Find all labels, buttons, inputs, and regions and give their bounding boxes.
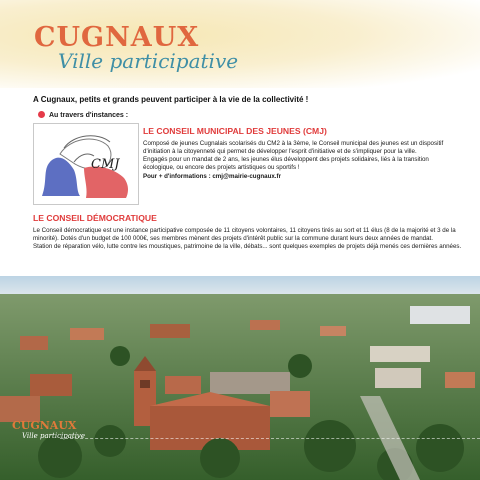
cmj-logo [33, 123, 139, 205]
footer-brand-subtitle: Ville participative [22, 432, 86, 440]
cd-paragraph-2: Station de réparation vélo, lutte contre les moustiques, patrimoine de la ville, débats... sont quelques exemples de projets déjà menés ces dernières années. [33, 243, 462, 251]
cmj-contact: Pour + d'informations : cmj@mairie-cugnaux.fr [143, 172, 281, 180]
cmj-section [143, 126, 445, 181]
cmj-paragraph-2: Engagés pour un mandat de 2 ans, les jeunes élus développent des projets solidaires, liés à la transition écologique, ou encore des projets artistiques ou sportifs ! [143, 156, 429, 172]
footer-divider [60, 438, 480, 439]
header-banner [0, 0, 480, 88]
cd-title: LE CONSEIL DÉMOCRATIQUE [33, 213, 157, 223]
brand-title: CUGNAUX [34, 22, 200, 53]
cmj-paragraph-1: Composé de jeunes Cugnalais scolarisés du CM2 à la 3ème, le Conseil municipal des jeunes est un dispositif d'initiation à la citoyenneté qui permet de développer l'esprit d'initiative et de s'impliquer pour la ville. [143, 139, 444, 155]
cmj-logo-graphic [34, 124, 138, 204]
aerial-town-photo [0, 276, 480, 480]
bullet-dot-icon [38, 111, 45, 118]
instances-bullet [38, 111, 128, 119]
cmj-title: LE CONSEIL MUNICIPAL DES JEUNES (CMJ) [143, 126, 327, 136]
footer-brand-title: CUGNAUX [12, 419, 77, 432]
brand-subtitle: Ville participative [58, 49, 239, 73]
intro-text: A Cugnaux, petits et grands peuvent participer à la vie de la collectivité ! [33, 95, 309, 104]
cd-paragraph-1: Le Conseil démocratique est une instance participative composée de 11 citoyens volontaires, 11 citoyens tirés au sort et 11 élus (8 de la majorité et 3 de la minorité). Dotés d'un budget de 100 000€, ses membres mènent des projets d'intérêt public sur la commune durant leurs deux années de mandat. [33, 226, 456, 242]
cd-section [33, 213, 463, 251]
bullet-label: Au travers d'instances : [49, 112, 129, 119]
logo-text: CMJ [91, 157, 120, 172]
